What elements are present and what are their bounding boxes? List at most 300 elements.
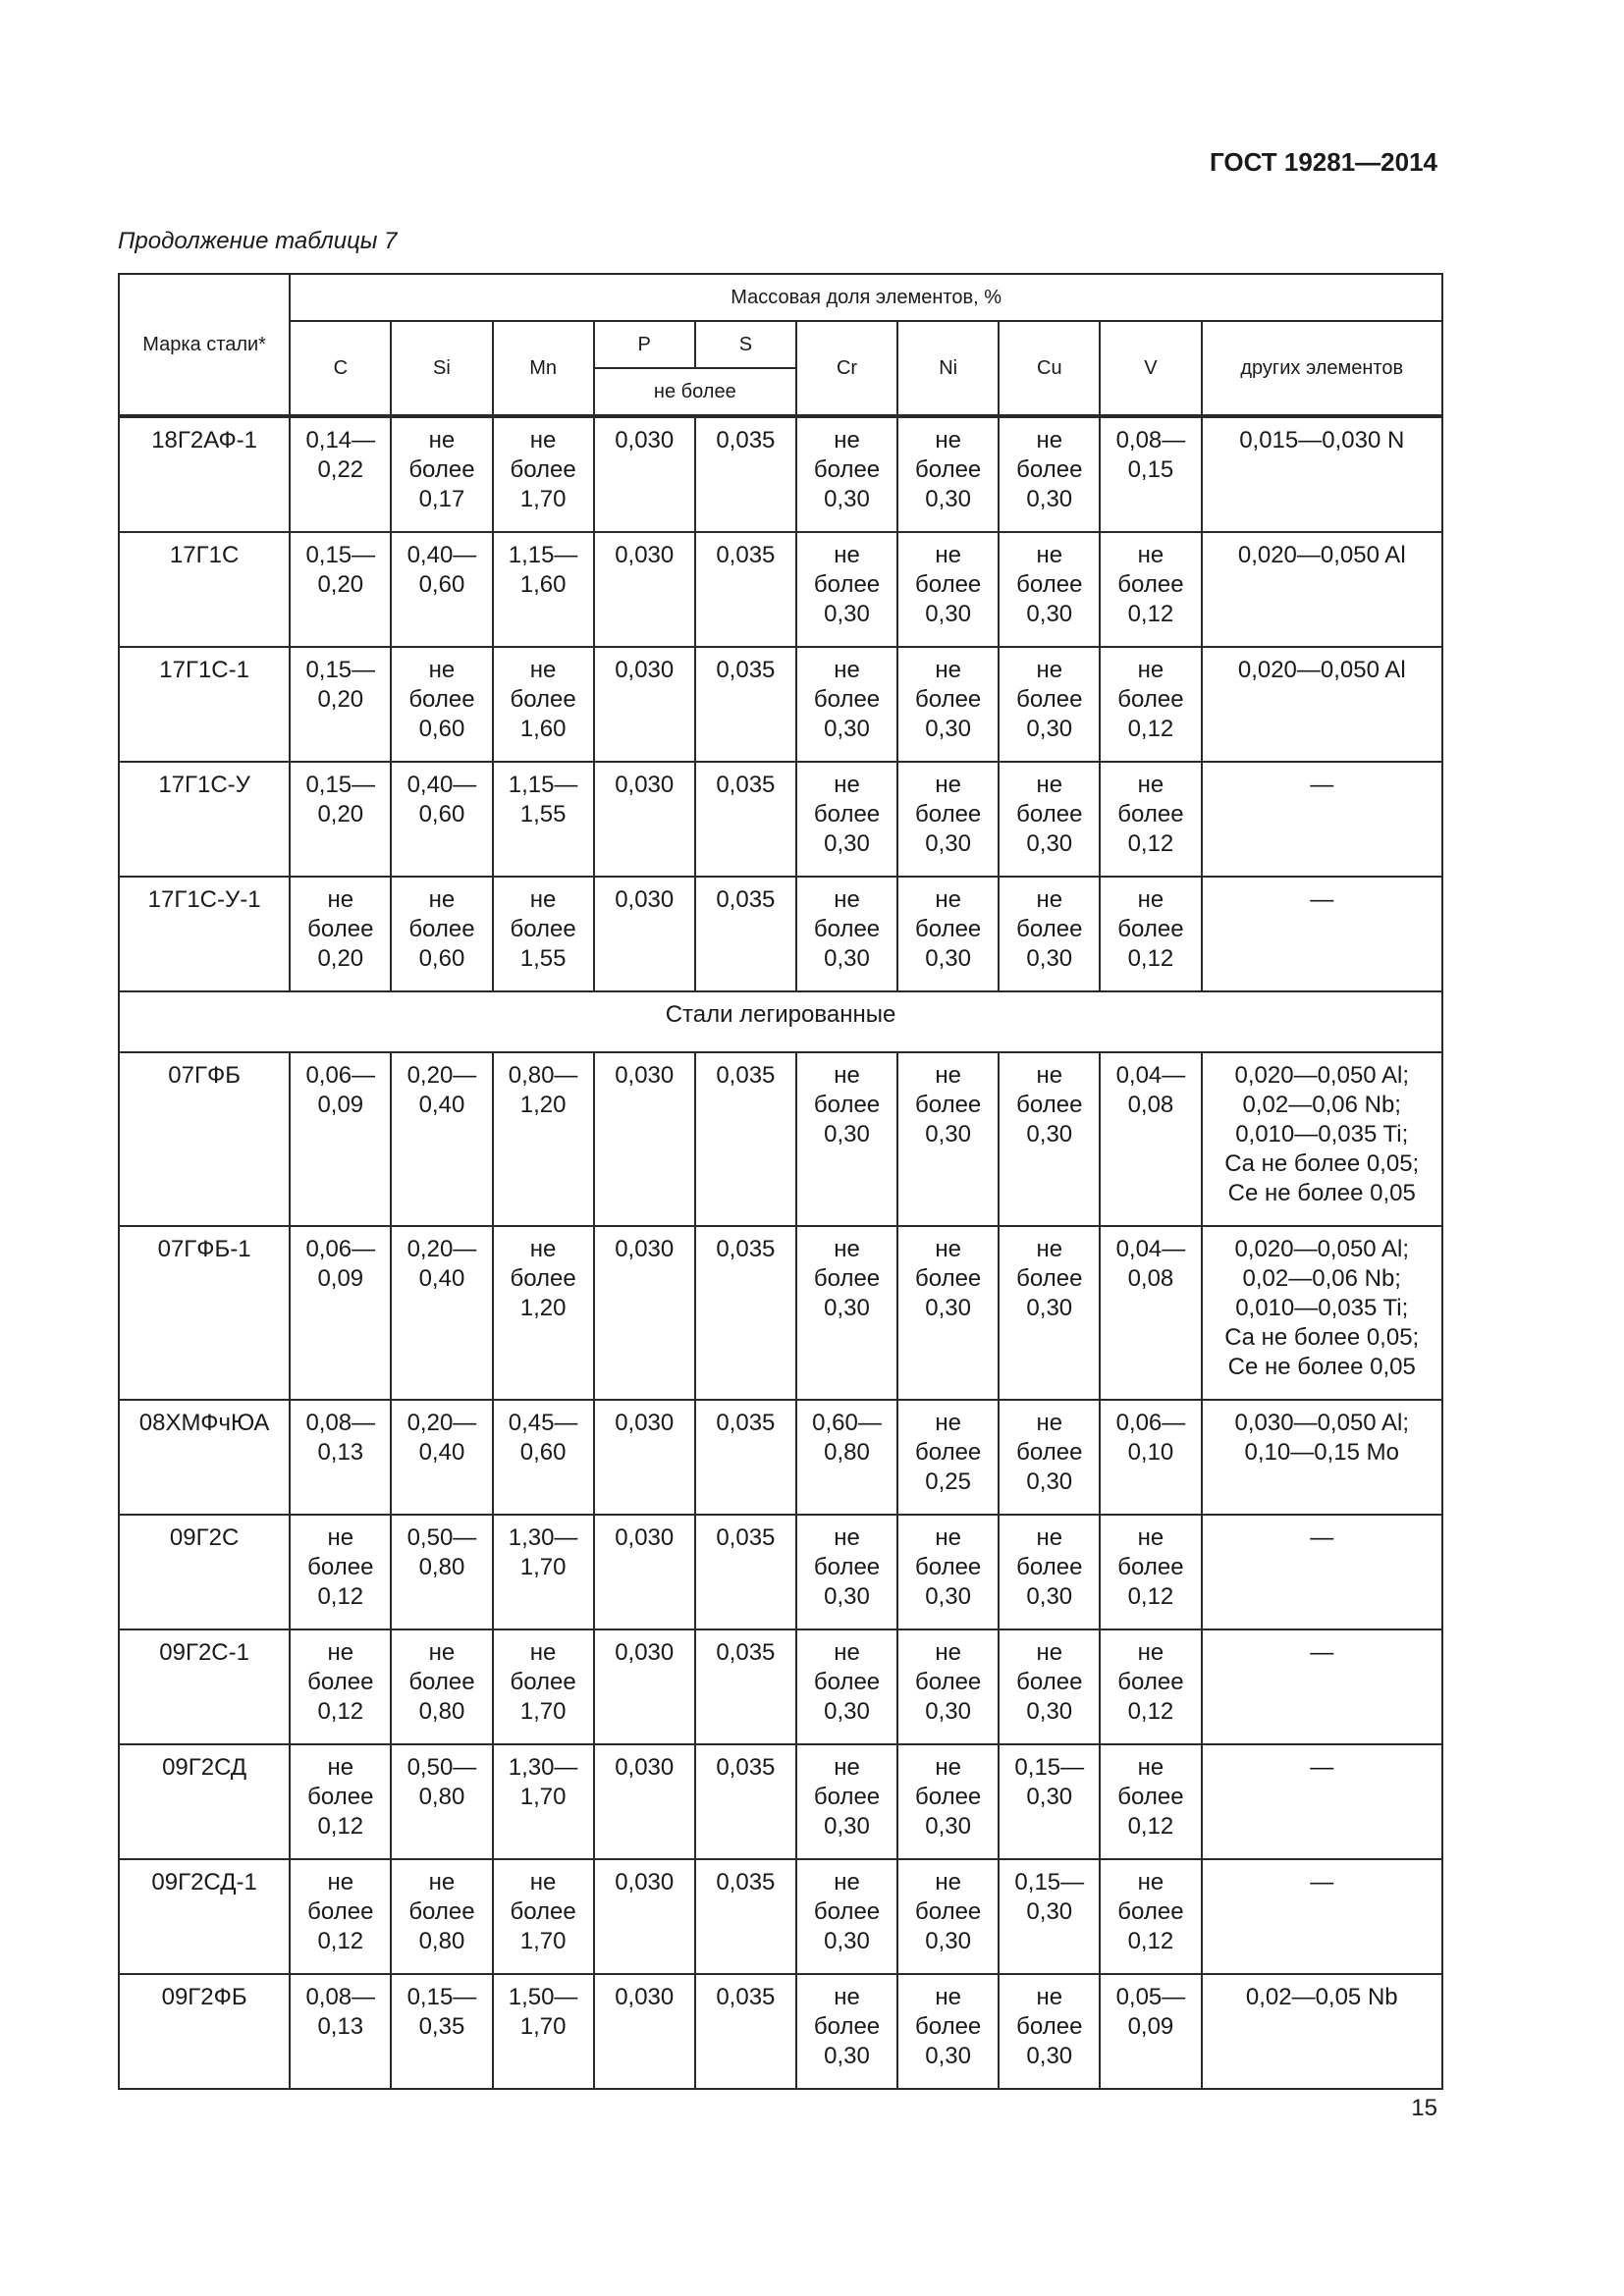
cell-text: не более 0,30 [813, 542, 881, 627]
cell-c [290, 1859, 391, 1974]
header-mass-fraction: Массовая доля элементов, % [290, 274, 1442, 321]
cell-text: 0,030 [615, 1062, 675, 1089]
cell-cr [796, 1744, 897, 1859]
cell-other [1202, 1515, 1443, 1629]
cell-text: 0,030 [615, 1410, 675, 1436]
cell-c [290, 1400, 391, 1515]
cell-text: 0,030 [615, 1754, 675, 1781]
cell-ni [897, 1744, 999, 1859]
cell-text: 0,030—0,050 Al; 0,10—0,15 Mo [1234, 1410, 1409, 1466]
cell-text: 0,04— 0,08 [1115, 1236, 1186, 1292]
cell-grade [119, 1744, 290, 1859]
cell-cr [796, 647, 897, 762]
cell-mn [493, 532, 594, 647]
cell-cu [999, 1400, 1100, 1515]
cell-text: 0,06— 0,10 [1115, 1410, 1186, 1466]
cell-text: 1,50— 1,70 [508, 1984, 578, 2040]
cell-text: 0,035 [716, 1524, 776, 1551]
cell-text: 18Г2АФ-1 [151, 427, 258, 454]
cell-text: не более 0,30 [1016, 886, 1083, 972]
cell-text: 0,60— 0,80 [812, 1410, 882, 1466]
cell-cr [796, 877, 897, 991]
cell-text: 1,15— 1,60 [508, 542, 578, 598]
cell-s [695, 416, 796, 532]
cell-text: 17Г1С-У [158, 772, 250, 798]
cell-text: 0,030 [615, 1984, 675, 2010]
cell-p [594, 416, 695, 532]
cell-text: 0,030 [615, 1639, 675, 1666]
table-caption: Продолжение таблицы 7 [118, 228, 398, 254]
cell-text: не более 1,70 [510, 1869, 576, 1954]
cell-text: 0,20— 0,40 [406, 1410, 477, 1466]
cell-p [594, 877, 695, 991]
cell-other [1202, 1974, 1443, 2089]
cell-s [695, 1052, 796, 1226]
cell-text: 0,030 [615, 542, 675, 568]
cell-text: не более 1,70 [510, 1639, 576, 1725]
cell-p [594, 1859, 695, 1974]
cell-mn [493, 1974, 594, 2089]
cell-ni [897, 1974, 999, 2089]
table-row [119, 1859, 1442, 1974]
cell-text: 0,02—0,05 Nb [1245, 1984, 1398, 2010]
cell-text: — [1310, 1869, 1334, 1896]
cell-cr [796, 1974, 897, 2089]
cell-text: не более 0,30 [813, 1524, 881, 1610]
header-cr: Cr [796, 321, 897, 416]
cell-text: 0,035 [716, 1062, 776, 1089]
cell-text: 0,015—0,030 N [1239, 427, 1405, 454]
cell-v [1100, 532, 1201, 647]
cell-text: 17Г1С-У-1 [147, 886, 261, 913]
cell-c [290, 1974, 391, 2089]
cell-text: 07ГФБ [168, 1062, 241, 1089]
cell-si [391, 1052, 492, 1226]
cell-text: 09Г2СД [162, 1754, 247, 1781]
cell-c [290, 647, 391, 762]
cell-text: не более 0,30 [915, 1639, 982, 1725]
cell-text: не более 0,12 [1117, 657, 1184, 742]
cell-text: 0,45— 0,60 [508, 1410, 578, 1466]
cell-text: не более 0,17 [408, 427, 475, 512]
cell-v [1100, 1629, 1201, 1744]
cell-text: не более 0,25 [915, 1410, 982, 1495]
cell-other [1202, 1629, 1443, 1744]
cell-text: не более 1,55 [510, 886, 576, 972]
cell-text: не более 0,12 [1117, 1869, 1184, 1954]
header-other-elements: других элементов [1202, 321, 1443, 416]
cell-text: не более 0,12 [1117, 1639, 1184, 1725]
cell-si [391, 1974, 492, 2089]
cell-text: не более 0,30 [915, 1754, 982, 1840]
cell-p [594, 1052, 695, 1226]
cell-text: не более 0,12 [1117, 1524, 1184, 1610]
cell-grade [119, 647, 290, 762]
cell-mn [493, 416, 594, 532]
cell-text: 0,035 [716, 427, 776, 454]
cell-text: не более 0,60 [408, 886, 475, 972]
cell-mn [493, 1052, 594, 1226]
cell-text: 0,030 [615, 427, 675, 454]
cell-mn [493, 647, 594, 762]
cell-text: 0,020—0,050 Al; 0,02—0,06 Nb; 0,010—0,035 Ti; Ca не более 0,05; Ce не более 0,05 [1224, 1236, 1420, 1380]
cell-text: не более 0,30 [1016, 427, 1083, 512]
cell-si [391, 1400, 492, 1515]
cell-p [594, 1400, 695, 1515]
cell-text: 0,15— 0,30 [1014, 1754, 1085, 1810]
cell-grade [119, 532, 290, 647]
cell-text: 0,08— 0,13 [305, 1984, 376, 2040]
cell-p [594, 647, 695, 762]
cell-other [1202, 1859, 1443, 1974]
cell-mn [493, 877, 594, 991]
cell-text: 0,035 [716, 772, 776, 798]
cell-c [290, 416, 391, 532]
cell-p [594, 1515, 695, 1629]
cell-text: не более 0,60 [408, 657, 475, 742]
cell-v [1100, 1515, 1201, 1629]
table-row [119, 1400, 1442, 1515]
cell-grade [119, 416, 290, 532]
cell-other [1202, 416, 1443, 532]
cell-grade [119, 1974, 290, 2089]
table-row [119, 877, 1442, 991]
cell-si [391, 1515, 492, 1629]
cell-text: 0,035 [716, 542, 776, 568]
cell-ni [897, 762, 999, 877]
cell-text: 0,035 [716, 1754, 776, 1781]
cell-text: — [1310, 1524, 1334, 1551]
cell-text: 0,14— 0,22 [305, 427, 376, 483]
cell-si [391, 416, 492, 532]
cell-text: не более 0,30 [813, 657, 881, 742]
cell-text: не более 0,12 [1117, 886, 1184, 972]
cell-s [695, 1744, 796, 1859]
cell-text: не более 0,30 [813, 886, 881, 972]
cell-text: 1,15— 1,55 [508, 772, 578, 828]
cell-s [695, 1515, 796, 1629]
cell-text: 0,04— 0,08 [1115, 1062, 1186, 1118]
cell-text: не более 0,30 [915, 1984, 982, 2069]
cell-text: не более 0,80 [408, 1639, 475, 1725]
cell-text: не более 0,30 [813, 1639, 881, 1725]
cell-other [1202, 762, 1443, 877]
cell-text: не более 0,30 [915, 657, 982, 742]
document-code: ГОСТ 19281—2014 [1210, 147, 1437, 177]
cell-mn [493, 1515, 594, 1629]
cell-v [1100, 1226, 1201, 1400]
cell-text: не более 0,30 [813, 1754, 881, 1840]
cell-text: 09Г2ФБ [161, 1984, 247, 2010]
cell-text: не более 0,12 [1117, 772, 1184, 857]
cell-text: 0,030 [615, 657, 675, 683]
cell-grade [119, 1515, 290, 1629]
header-s: S [695, 321, 796, 368]
cell-text: 0,035 [716, 1639, 776, 1666]
cell-text: 0,035 [716, 657, 776, 683]
cell-text: 0,030 [615, 886, 675, 913]
cell-s [695, 1974, 796, 2089]
cell-s [695, 1629, 796, 1744]
cell-text: не более 1,20 [510, 1236, 576, 1321]
cell-text: 0,030 [615, 1524, 675, 1551]
cell-text: 0,15— 0,35 [406, 1984, 477, 2040]
cell-text: — [1310, 886, 1334, 913]
cell-c [290, 1515, 391, 1629]
page-number: 15 [1411, 2095, 1437, 2121]
cell-text: — [1310, 1754, 1334, 1781]
cell-cu [999, 1052, 1100, 1226]
cell-ni [897, 1052, 999, 1226]
cell-s [695, 532, 796, 647]
cell-s [695, 877, 796, 991]
cell-other [1202, 647, 1443, 762]
table-row [119, 1226, 1442, 1400]
cell-text: 17Г1С [169, 542, 240, 568]
cell-p [594, 1744, 695, 1859]
cell-text: 09Г2С-1 [159, 1639, 249, 1666]
cell-c [290, 532, 391, 647]
cell-p [594, 1226, 695, 1400]
cell-si [391, 1629, 492, 1744]
cell-cr [796, 762, 897, 877]
cell-text: 0,08— 0,13 [305, 1410, 376, 1466]
cell-text: не более 0,12 [307, 1754, 374, 1840]
cell-grade [119, 762, 290, 877]
header-si: Si [391, 321, 492, 416]
cell-v [1100, 1400, 1201, 1515]
cell-cu [999, 762, 1100, 877]
cell-ni [897, 416, 999, 532]
cell-text: не более 0,12 [307, 1524, 374, 1610]
cell-v [1100, 647, 1201, 762]
cell-grade [119, 1629, 290, 1744]
cell-text: 1,30— 1,70 [508, 1754, 578, 1810]
cell-s [695, 647, 796, 762]
cell-cu [999, 1744, 1100, 1859]
table-row [119, 1515, 1442, 1629]
cell-text: не более 0,12 [1117, 1754, 1184, 1840]
cell-text: — [1310, 772, 1334, 798]
cell-v [1100, 416, 1201, 532]
cell-si [391, 877, 492, 991]
cell-text: не более 0,30 [813, 1062, 881, 1148]
cell-si [391, 532, 492, 647]
cell-other [1202, 1226, 1443, 1400]
table-row [119, 1974, 1442, 2089]
cell-mn [493, 1629, 594, 1744]
cell-cu [999, 1974, 1100, 2089]
cell-cu [999, 1859, 1100, 1974]
cell-text: 0,020—0,050 Al [1237, 542, 1406, 568]
cell-text: 09Г2С [169, 1524, 240, 1551]
cell-text: 0,035 [716, 1869, 776, 1896]
cell-text: 0,020—0,050 Al; 0,02—0,06 Nb; 0,010—0,035 Ti; Ca не более 0,05; Ce не более 0,05 [1224, 1062, 1420, 1206]
table-row [119, 1052, 1442, 1226]
cell-p [594, 1629, 695, 1744]
cell-p [594, 532, 695, 647]
cell-mn [493, 1400, 594, 1515]
cell-mn [493, 1226, 594, 1400]
header-mn: Mn [493, 321, 594, 416]
table-header [119, 274, 1442, 416]
cell-cu [999, 647, 1100, 762]
cell-cr [796, 532, 897, 647]
table-row [119, 416, 1442, 532]
cell-c [290, 1629, 391, 1744]
cell-s [695, 762, 796, 877]
cell-text: 0,035 [716, 1984, 776, 2010]
cell-text: 0,50— 0,80 [406, 1754, 477, 1810]
cell-cu [999, 1226, 1100, 1400]
cell-text: не более 1,70 [510, 427, 576, 512]
cell-text: 0,030 [615, 1869, 675, 1896]
cell-text: не более 0,20 [307, 886, 374, 972]
cell-text: 0,40— 0,60 [406, 542, 477, 598]
cell-ni [897, 647, 999, 762]
cell-cu [999, 1515, 1100, 1629]
cell-text: 0,40— 0,60 [406, 772, 477, 828]
cell-other [1202, 877, 1443, 991]
cell-v [1100, 1744, 1201, 1859]
cell-cr [796, 1052, 897, 1226]
section-row [119, 991, 1442, 1052]
cell-ni [897, 877, 999, 991]
cell-text: 0,035 [716, 1236, 776, 1262]
cell-other [1202, 532, 1443, 647]
cell-text: не более 0,30 [915, 772, 982, 857]
cell-v [1100, 1052, 1201, 1226]
cell-text: не более 0,12 [307, 1869, 374, 1954]
cell-text: не более 0,30 [1016, 1639, 1083, 1725]
cell-text: 1,30— 1,70 [508, 1524, 578, 1580]
cell-text: 0,08— 0,15 [1115, 427, 1186, 483]
cell-ni [897, 1859, 999, 1974]
table-row [119, 762, 1442, 877]
cell-text: не более 0,30 [915, 886, 982, 972]
cell-ni [897, 1400, 999, 1515]
cell-cr [796, 1515, 897, 1629]
cell-text: не более 0,30 [1016, 1410, 1083, 1495]
cell-text: не более 0,12 [1117, 542, 1184, 627]
cell-grade [119, 1226, 290, 1400]
cell-c [290, 1052, 391, 1226]
cell-text: не более 0,30 [1016, 657, 1083, 742]
cell-cr [796, 1859, 897, 1974]
cell-text: не более 0,30 [915, 1869, 982, 1954]
cell-text: — [1310, 1639, 1334, 1666]
cell-text: не более 0,30 [915, 1524, 982, 1610]
cell-text: 0,05— 0,09 [1115, 1984, 1186, 2040]
cell-text: 0,15— 0,20 [305, 657, 376, 713]
cell-si [391, 647, 492, 762]
cell-text: не более 0,30 [915, 1236, 982, 1321]
cell-text: не более 1,60 [510, 657, 576, 742]
cell-si [391, 762, 492, 877]
cell-text: 0,80— 1,20 [508, 1062, 578, 1118]
cell-v [1100, 877, 1201, 991]
cell-grade [119, 1400, 290, 1515]
cell-text: 07ГФБ-1 [157, 1236, 251, 1262]
cell-mn [493, 1744, 594, 1859]
cell-text: 0,030 [615, 1236, 675, 1262]
cell-text: не более 0,30 [1016, 542, 1083, 627]
cell-v [1100, 762, 1201, 877]
cell-text: не более 0,30 [1016, 1524, 1083, 1610]
cell-c [290, 877, 391, 991]
cell-text: 0,15— 0,20 [305, 542, 376, 598]
cell-text: 0,20— 0,40 [406, 1062, 477, 1118]
cell-p [594, 762, 695, 877]
cell-text: не более 0,30 [813, 1984, 881, 2069]
cell-text: не более 0,30 [1016, 1062, 1083, 1148]
cell-text: не более 0,30 [1016, 772, 1083, 857]
cell-text: 17Г1С-1 [159, 657, 249, 683]
cell-text: не более 0,30 [813, 1869, 881, 1954]
header-c: C [290, 321, 391, 416]
cell-cu [999, 532, 1100, 647]
cell-text: 0,030 [615, 772, 675, 798]
cell-cr [796, 1400, 897, 1515]
cell-si [391, 1226, 492, 1400]
cell-s [695, 1400, 796, 1515]
header-p: P [594, 321, 695, 368]
cell-s [695, 1859, 796, 1974]
header-cu: Cu [999, 321, 1100, 416]
cell-text: 0,035 [716, 1410, 776, 1436]
chemical-composition-table [118, 273, 1443, 2090]
table-row [119, 647, 1442, 762]
cell-grade [119, 1052, 290, 1226]
cell-c [290, 762, 391, 877]
table-body [119, 416, 1442, 2089]
cell-text: не более 0,30 [915, 1062, 982, 1148]
table-row [119, 532, 1442, 647]
cell-text: 0,020—0,050 Al [1237, 657, 1406, 683]
cell-p [594, 1974, 695, 2089]
cell-text: не более 0,30 [813, 427, 881, 512]
cell-si [391, 1859, 492, 1974]
cell-text: не более 0,30 [813, 1236, 881, 1321]
cell-other [1202, 1052, 1443, 1226]
header-not-more: не более [594, 368, 796, 416]
cell-text: 09Г2СД-1 [151, 1869, 257, 1896]
cell-cr [796, 1629, 897, 1744]
cell-text: не более 0,30 [813, 772, 881, 857]
cell-ni [897, 532, 999, 647]
cell-text: 0,06— 0,09 [305, 1062, 376, 1118]
cell-text: 0,15— 0,20 [305, 772, 376, 828]
cell-cr [796, 1226, 897, 1400]
cell-v [1100, 1974, 1201, 2089]
cell-v [1100, 1859, 1201, 1974]
cell-text: не более 0,80 [408, 1869, 475, 1954]
cell-ni [897, 1629, 999, 1744]
table-row [119, 1744, 1442, 1859]
cell-text: не более 0,30 [1016, 1984, 1083, 2069]
cell-text: 0,20— 0,40 [406, 1236, 477, 1292]
cell-c [290, 1744, 391, 1859]
cell-cu [999, 1629, 1100, 1744]
cell-text: не более 0,30 [915, 542, 982, 627]
cell-text: не более 0,12 [307, 1639, 374, 1725]
cell-mn [493, 1859, 594, 1974]
cell-text: 08ХМФчЮА [138, 1410, 270, 1436]
cell-grade [119, 877, 290, 991]
cell-si [391, 1744, 492, 1859]
header-ni: Ni [897, 321, 999, 416]
section-title: Стали легированные [119, 991, 1442, 1052]
